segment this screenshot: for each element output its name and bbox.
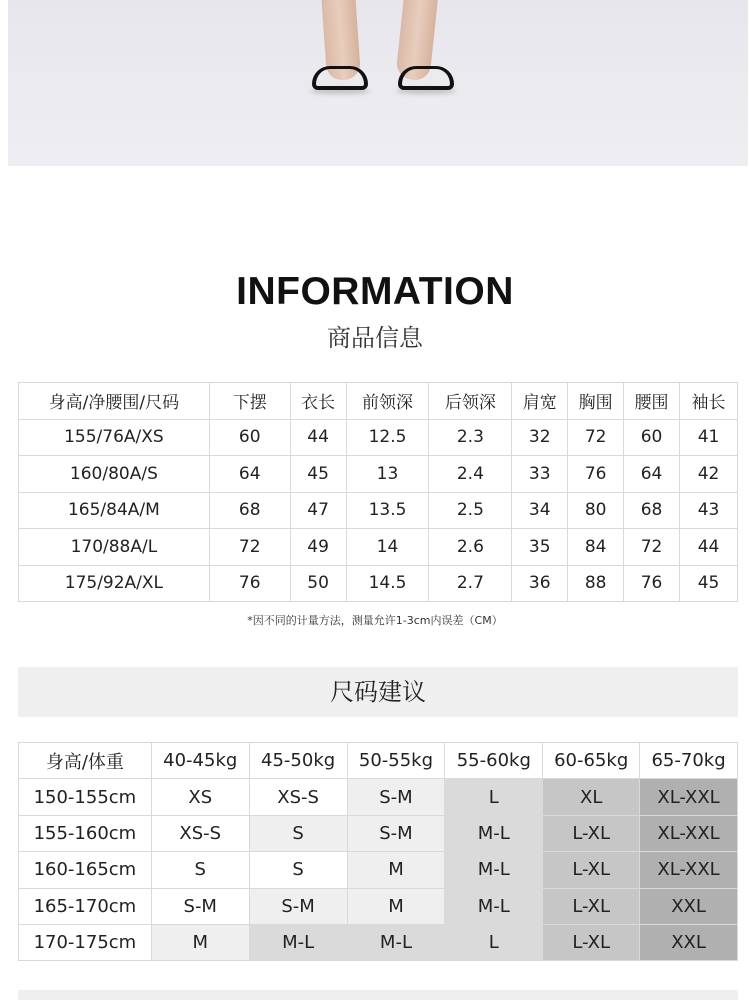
size-label-cell: 175/92A/XL bbox=[19, 565, 210, 602]
size-suggestion-cell: XL-XXL bbox=[640, 779, 738, 815]
measurement-cell: 12.5 bbox=[346, 419, 429, 456]
measurement-cell: 45 bbox=[290, 456, 346, 493]
size-label-cell: 160/80A/S bbox=[19, 456, 210, 493]
size-suggestion-cell: S bbox=[249, 852, 347, 888]
size-suggestion-cell: XL-XXL bbox=[640, 815, 738, 851]
size-suggestion-cell: L-XL bbox=[543, 924, 640, 960]
measurement-cell: 68 bbox=[209, 492, 290, 529]
column-header: 55-60kg bbox=[445, 743, 543, 779]
size-suggestion-cell: L-XL bbox=[543, 888, 640, 924]
column-header: 胸围 bbox=[568, 383, 624, 420]
measurement-cell: 2.5 bbox=[429, 492, 512, 529]
size-suggestion-cell: M-L bbox=[445, 815, 543, 851]
measurement-cell: 44 bbox=[290, 419, 346, 456]
size-suggestion-cell: L-XL bbox=[543, 852, 640, 888]
measurement-cell: 44 bbox=[680, 529, 738, 566]
measurement-cell: 72 bbox=[568, 419, 624, 456]
measurement-cell: 68 bbox=[624, 492, 680, 529]
measurement-cell: 76 bbox=[568, 456, 624, 493]
column-header: 前领深 bbox=[346, 383, 429, 420]
column-header: 45-50kg bbox=[249, 743, 347, 779]
measurement-table bbox=[18, 382, 738, 602]
information-title: INFORMATION bbox=[236, 270, 514, 313]
size-advice-banner: 尺码建议 bbox=[18, 667, 738, 717]
column-header: 50-55kg bbox=[347, 743, 445, 779]
measurement-cell: 45 bbox=[680, 565, 738, 602]
measurement-cell: 14.5 bbox=[346, 565, 429, 602]
column-header: 40-45kg bbox=[151, 743, 249, 779]
measurement-cell: 32 bbox=[512, 419, 568, 456]
table-row bbox=[19, 492, 738, 529]
measurement-cell: 34 bbox=[512, 492, 568, 529]
size-suggestion-cell: XXL bbox=[640, 924, 738, 960]
size-suggestion-cell: XXL bbox=[640, 888, 738, 924]
measurement-cell: 72 bbox=[209, 529, 290, 566]
table-row bbox=[19, 815, 738, 851]
height-range-cell: 155-160cm bbox=[19, 815, 152, 851]
measurement-cell: 41 bbox=[680, 419, 738, 456]
measurement-cell: 36 bbox=[512, 565, 568, 602]
table-row bbox=[19, 852, 738, 888]
size-suggestion-cell: L bbox=[445, 924, 543, 960]
size-suggestion-cell: M-L bbox=[445, 852, 543, 888]
measurement-cell: 76 bbox=[624, 565, 680, 602]
size-suggestion-cell: M bbox=[151, 924, 249, 960]
size-suggestion-cell: M-L bbox=[249, 924, 347, 960]
height-range-cell: 160-165cm bbox=[19, 852, 152, 888]
column-header: 衣长 bbox=[290, 383, 346, 420]
size-suggestion-cell: M-L bbox=[347, 924, 445, 960]
column-header: 65-70kg bbox=[640, 743, 738, 779]
size-suggestion-cell: S-M bbox=[347, 815, 445, 851]
height-range-cell: 170-175cm bbox=[19, 924, 152, 960]
table-row bbox=[19, 888, 738, 924]
size-suggestion-cell: L-XL bbox=[543, 815, 640, 851]
sandal-right bbox=[398, 66, 454, 90]
height-range-cell: 165-170cm bbox=[19, 888, 152, 924]
measurement-cell: 2.6 bbox=[429, 529, 512, 566]
size-suggestion-cell: XL-XXL bbox=[640, 852, 738, 888]
size-label-cell: 155/76A/XS bbox=[19, 419, 210, 456]
measurement-cell: 76 bbox=[209, 565, 290, 602]
size-suggestion-cell: S-M bbox=[347, 779, 445, 815]
measurement-cell: 60 bbox=[209, 419, 290, 456]
size-suggestion-cell: S-M bbox=[151, 888, 249, 924]
size-suggestion-cell: S-M bbox=[249, 888, 347, 924]
column-header: 身高/体重 bbox=[19, 743, 152, 779]
size-suggestion-cell: XS-S bbox=[249, 779, 347, 815]
measurement-cell: 2.7 bbox=[429, 565, 512, 602]
measurement-cell: 33 bbox=[512, 456, 568, 493]
column-header: 60-65kg bbox=[543, 743, 640, 779]
size-suggestion-cell: XS bbox=[151, 779, 249, 815]
size-suggestion-cell: M-L bbox=[445, 888, 543, 924]
table-row bbox=[19, 456, 738, 493]
column-header: 下摆 bbox=[209, 383, 290, 420]
size-label-cell: 170/88A/L bbox=[19, 529, 210, 566]
size-recommendation-table bbox=[18, 742, 738, 961]
size-suggestion-cell: L bbox=[445, 779, 543, 815]
measurement-cell: 80 bbox=[568, 492, 624, 529]
size-suggestion-cell: S bbox=[249, 815, 347, 851]
size-suggestion-cell: S bbox=[151, 852, 249, 888]
measurement-cell: 60 bbox=[624, 419, 680, 456]
column-header: 肩宽 bbox=[512, 383, 568, 420]
measurement-cell: 88 bbox=[568, 565, 624, 602]
measurement-cell: 47 bbox=[290, 492, 346, 529]
measurement-cell: 13.5 bbox=[346, 492, 429, 529]
measurement-cell: 43 bbox=[680, 492, 738, 529]
measurement-cell: 14 bbox=[346, 529, 429, 566]
measurement-note: *因不同的计量方法，测量允许1-3cm内误差（CM） bbox=[247, 614, 503, 627]
measurement-cell: 64 bbox=[624, 456, 680, 493]
measurement-cell: 64 bbox=[209, 456, 290, 493]
size-suggestion-cell: XS-S bbox=[151, 815, 249, 851]
size-suggestion-cell: M bbox=[347, 888, 445, 924]
table-row bbox=[19, 924, 738, 960]
measurement-cell: 35 bbox=[512, 529, 568, 566]
measurement-cell: 2.3 bbox=[429, 419, 512, 456]
size-suggestion-cell: XL bbox=[543, 779, 640, 815]
product-info-subtitle: 商品信息 bbox=[327, 324, 423, 352]
table-row bbox=[19, 779, 738, 815]
measurement-cell: 49 bbox=[290, 529, 346, 566]
measurement-cell: 84 bbox=[568, 529, 624, 566]
table-row bbox=[19, 565, 738, 602]
column-header: 身高/净腰围/尺码 bbox=[19, 383, 210, 420]
next-section-strip bbox=[18, 990, 738, 1000]
measurement-cell: 13 bbox=[346, 456, 429, 493]
size-label-cell: 165/84A/M bbox=[19, 492, 210, 529]
table-row bbox=[19, 529, 738, 566]
sandal-left bbox=[312, 66, 368, 90]
measurement-cell: 72 bbox=[624, 529, 680, 566]
measurement-cell: 2.4 bbox=[429, 456, 512, 493]
height-range-cell: 150-155cm bbox=[19, 779, 152, 815]
product-photo bbox=[8, 0, 748, 166]
column-header: 后领深 bbox=[429, 383, 512, 420]
table-row bbox=[19, 419, 738, 456]
measurement-cell: 42 bbox=[680, 456, 738, 493]
size-suggestion-cell: M bbox=[347, 852, 445, 888]
column-header: 腰围 bbox=[624, 383, 680, 420]
column-header: 袖长 bbox=[680, 383, 738, 420]
measurement-cell: 50 bbox=[290, 565, 346, 602]
